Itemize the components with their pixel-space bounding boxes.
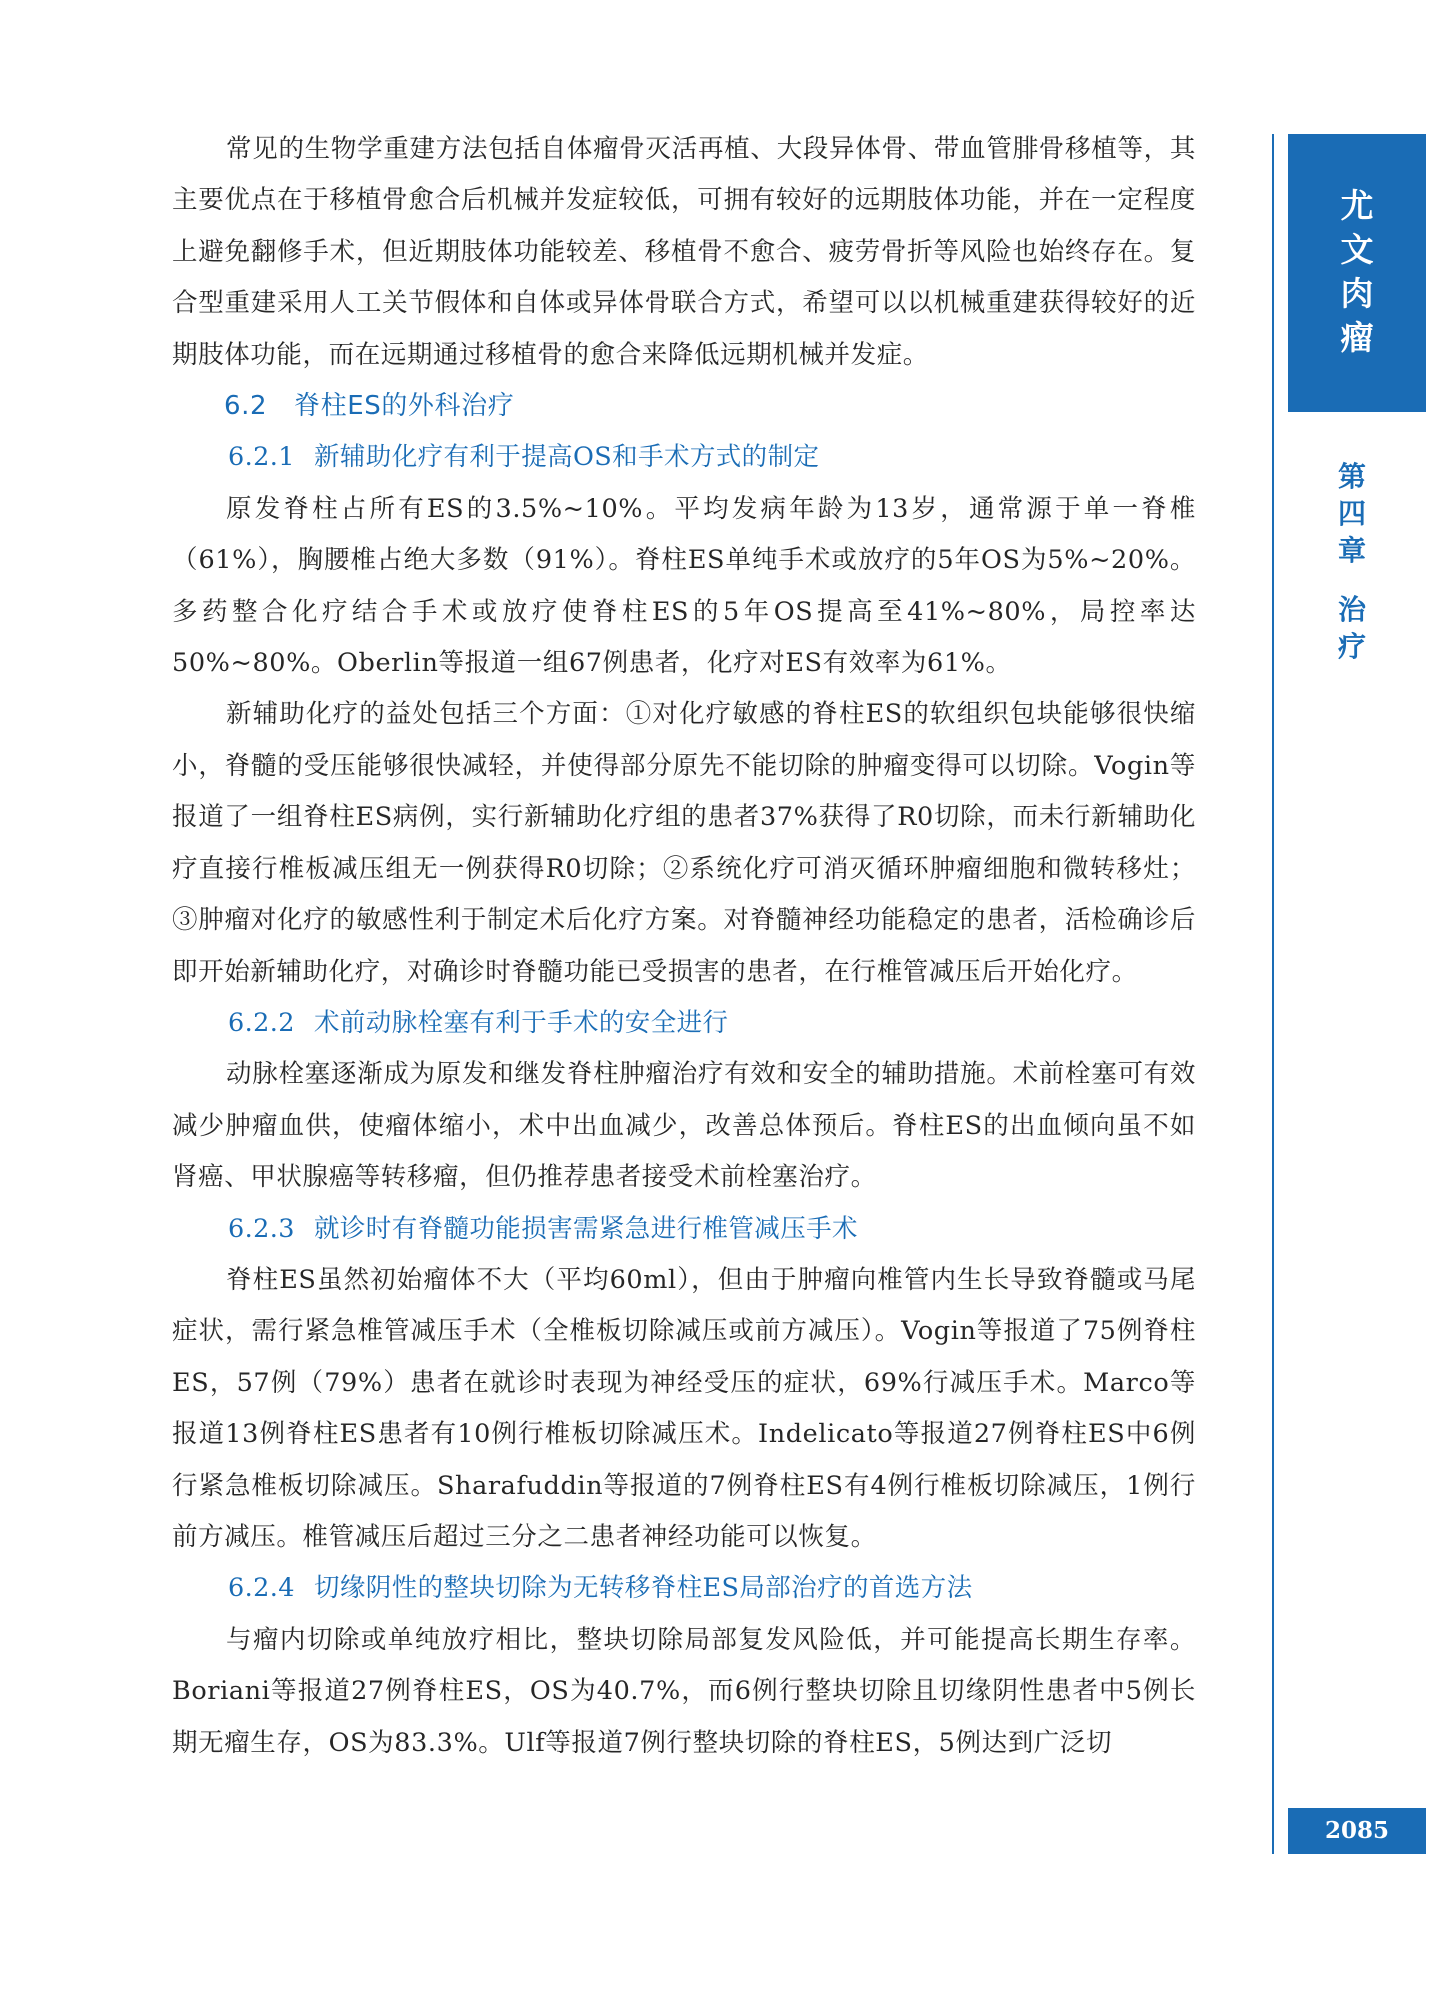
chapter-char: 第 — [1337, 460, 1366, 493]
heading-number: 6.2 — [224, 391, 268, 422]
subsection-heading — [172, 998, 1196, 1049]
chapter-char: 疗 — [1337, 630, 1366, 663]
main-text — [172, 124, 1196, 1769]
paragraph: 与瘤内切除或单纯放疗相比，整块切除局部复发风险低，并可能提高长期生存率。Boriani等报道27例脊柱ES，OS为40.7%，而6例行整块切除且切缘阴性患者中5例长期无瘤生存，OS为83.3%。Ulf等报道7例行整块切除的脊柱ES，5例达到广泛切 — [172, 1624, 1196, 1758]
book-title-char: 瘤 — [1340, 318, 1374, 357]
chapter-label — [1322, 458, 1382, 665]
paragraph: 新辅助化疗的益处包括三个方面：①对化疗敏感的脊柱ES的软组织包块能够很快缩小，脊髓的受压能够很快减轻，并使得部分原先不能切除的肿瘤变得可以切除。Vogin等报道了一组脊柱ES病例，实行新辅助化疗组的患者37%获得了R0切除，而未行新辅助化疗直接行椎板减压组无一例获得R0切除；②系统化疗可消灭循环肿瘤细胞和微转移灶；③肿瘤对化疗的敏感性利于制定术后化疗方案。对脊髓神经功能稳定的患者，活检确诊后即开始新辅助化疗，对确诊时脊髓功能已受损害的患者，在行椎管减压后开始化疗。 — [172, 699, 1196, 987]
book-title-tab — [1288, 134, 1426, 412]
section-heading — [172, 381, 1196, 432]
paragraph: 脊柱ES虽然初始瘤体不大（平均60ml），但由于肿瘤向椎管内生长导致脊髓或马尾症状，需行紧急椎管减压手术（全椎板切除减压或前方减压）。Vogin等报道了75例脊柱ES，57例（79%）患者在就诊时表现为神经受压的症状，69%行减压手术。Marco等报道13例脊柱ES患者有10例行椎板切除减压术。Indelicato等报道27例脊柱ES中6例行紧急椎板切除减压。Sharafuddin等报道的7例脊柱ES有4例行椎板切除减压，1例行前方减压。椎管减压后超过三分之二患者神经功能可以恢复。 — [172, 1264, 1196, 1552]
chapter-char: 章 — [1337, 534, 1366, 567]
chapter-char: 治 — [1337, 593, 1366, 626]
heading-number: 6.2.1 — [228, 442, 295, 473]
subsection-heading — [172, 432, 1196, 483]
heading-text: 新辅助化疗有利于提高OS和手术方式的制定 — [314, 442, 820, 473]
book-title-char: 尤 — [1340, 186, 1374, 225]
subsection-heading — [172, 1563, 1196, 1614]
paragraph: 动脉栓塞逐渐成为原发和继发脊柱肿瘤治疗有效和安全的辅助措施。术前栓塞可有效减少肿瘤血供，使瘤体缩小，术中出血减少，改善总体预后。脊柱ES的出血倾向虽不如肾癌、甲状腺癌等转移瘤，但仍推荐患者接受术前栓塞治疗。 — [172, 1059, 1196, 1193]
book-title-char: 文 — [1340, 230, 1374, 269]
paragraph: 原发脊柱占所有ES的3.5%~10%。平均发病年龄为13岁，通常源于单一脊椎（61%），胸腰椎占绝大多数（91%）。脊柱ES单纯手术或放疗的5年OS为5%~20%。多药整合化疗结合手术或放疗使脊柱ES的5年OS提高至41%~80%，局控率达50%~80%。Oberlin等报道一组67例患者，化疗对ES有效率为61%。 — [172, 493, 1196, 679]
heading-number: 6.2.3 — [228, 1213, 295, 1244]
page-number: 2085 — [1288, 1808, 1426, 1854]
heading-number: 6.2.4 — [228, 1573, 295, 1604]
heading-number: 6.2.2 — [228, 1007, 295, 1038]
book-title-char: 肉 — [1340, 274, 1374, 313]
heading-text: 脊柱ES的外科治疗 — [294, 391, 515, 422]
book-title — [1288, 134, 1426, 360]
subsection-heading — [172, 1204, 1196, 1255]
heading-text: 切缘阴性的整块切除为无转移脊柱ES局部治疗的首选方法 — [314, 1573, 973, 1604]
paragraph: 常见的生物学重建方法包括自体瘤骨灭活再植、大段异体骨、带血管腓骨移植等，其主要优点在于移植骨愈合后机械并发症较低，可拥有较好的远期肢体功能，并在一定程度上避免翻修手术，但近期肢体功能较差、移植骨不愈合、疲劳骨折等风险也始终存在。复合型重建采用人工关节假体和自体或异体骨联合方式，希望可以以机械重建获得较好的近期肢体功能，而在远期通过移植骨的愈合来降低远期机械并发症。 — [172, 134, 1196, 370]
heading-text: 术前动脉栓塞有利于手术的安全进行 — [314, 1007, 729, 1038]
side-rule — [1272, 134, 1274, 1854]
heading-text: 就诊时有脊髓功能损害需紧急进行椎管减压手术 — [314, 1213, 858, 1244]
chapter-char: 四 — [1337, 497, 1366, 530]
